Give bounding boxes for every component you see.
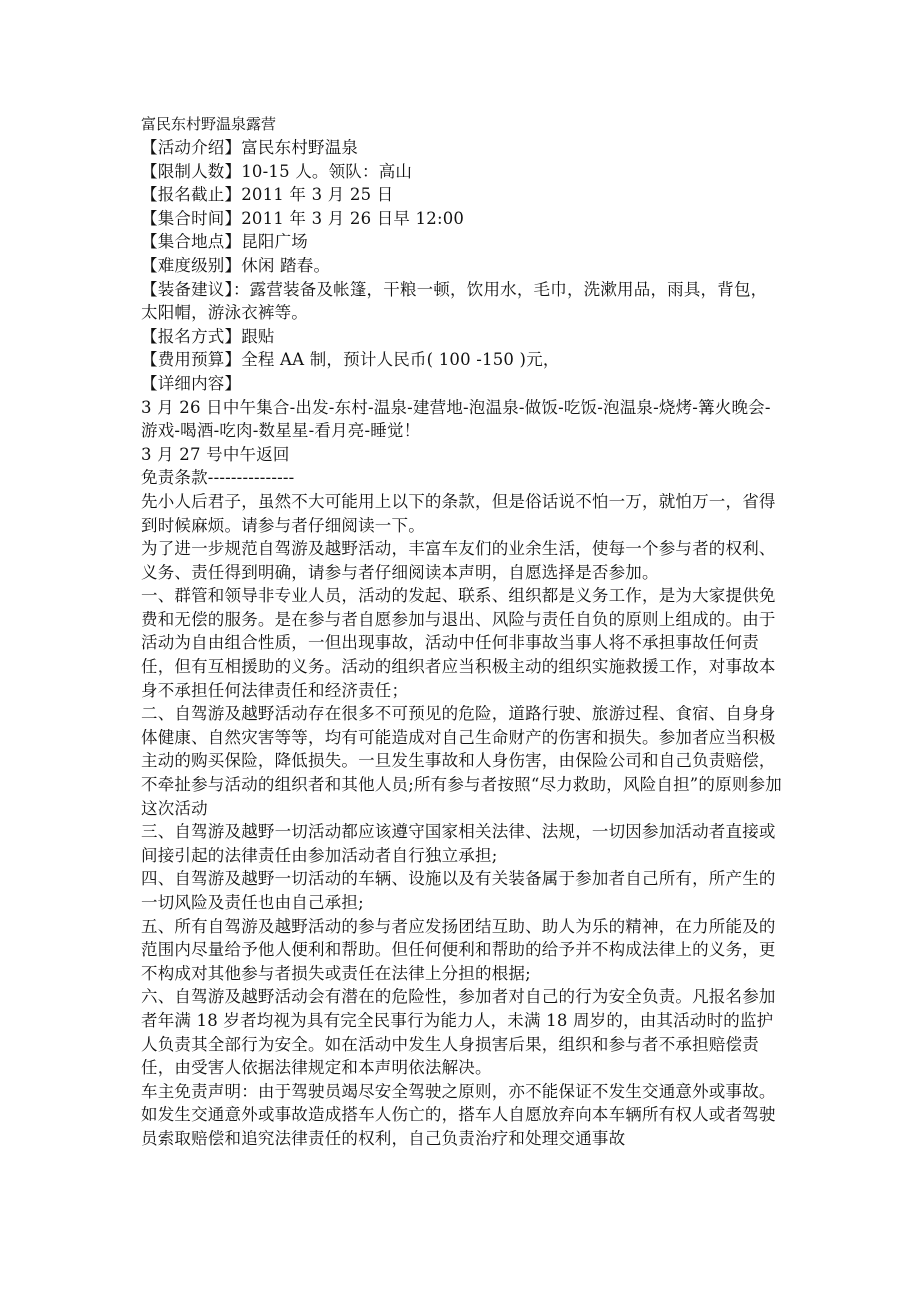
info-line-difficulty: 【难度级别】休闲 踏春。 <box>141 255 331 275</box>
disclaimer-paragraph: 为了进一步规范自驾游及越野活动，丰富车友们的业余生活，使每一个参与者的权利、义务、责任得到明确，请参与者仔细阅读本声明，自愿选择是否参加。 <box>141 539 776 582</box>
disclaimer-paragraph: 四、自驾游及越野一切活动的车辆、设施以及有关装备属于参加者自己所有，所产生的一切风险及责任也由自己承担; <box>141 869 776 912</box>
disclaimer-paragraph: 五、所有自驾游及越野活动的参与者应发扬团结互助、助人为乐的精神，在力所能及的范围内尽量给予他人便利和帮助。但任何便利和帮助的给予并不构成法律上的义务，更不构成对其他参与者损失或责任在法律上分担的根据; <box>141 916 776 983</box>
disclaimer-paragraph: 二、自驾游及越野活动存在很多不可预见的危险，道路行驶、旅游过程、食宿、自身身体健康、自然灾害等等，均有可能造成对自己生命财产的伤害和损失。参加者应当积极主动的购买保险，降低损失。一旦发生事故和人身伤害，由保险公司和自己负责赔偿，不牵扯参与活动的组织者和其他人员;所有参与者按照“尽力救助，风险自担”的原则参加这次活动 <box>141 704 782 818</box>
info-line-equipment: 【装备建议】：露营装备及帐篷，干粮一顿，饮用水，毛巾，洗漱用品，雨具，背包，太阳帽，游泳衣裤等。 <box>141 279 768 323</box>
disclaimer-paragraph: 先小人后君子，虽然不大可能用上以下的条款，但是俗话说不怕一万，就怕万一，省得到时候麻烦。请参与者仔细阅读一下。 <box>141 491 776 535</box>
document-title: 富民东村野温泉露营 <box>141 115 277 133</box>
info-line-meeting-place: 【集合地点】昆阳广场 <box>141 232 308 252</box>
disclaimer-section <box>141 490 783 1151</box>
disclaimer-paragraph: 六、自驾游及越野活动会有潜在的危险性，参加者对自己的行为安全负责。凡报名参加者年满 18 岁者均视为具有完全民事行为能力人，未满 18 周岁的，由其活动时的监护人负责其全部行为安全。如在活动中发生人身损害后果，组织和参与者不承担赔偿责任，由受害人依据法律规定和本声明依法解决。 <box>141 987 776 1078</box>
activity-info-section <box>141 136 783 490</box>
info-line-itinerary: 3 月 26 日中午集合-出发-东村-温泉-建营地-泡温泉-做饭-吃饭-泡温泉-烧烤-篝火晚会-游戏-喝酒-吃肉-数星星-看月亮-睡觉！ <box>141 397 771 441</box>
info-line-signup: 【报名方式】跟贴 <box>141 326 275 346</box>
info-line-deadline: 【报名截止】2011 年 3 月 25 日 <box>141 185 394 205</box>
disclaimer-paragraph: 三、自驾游及越野一切活动都应该遵守国家相关法律、法规，一切因参加活动者直接或间接引起的法律责任由参加活动者自行独立承担; <box>141 822 776 865</box>
info-line-details-heading: 【详细内容】 <box>141 373 242 393</box>
info-line-meeting-time: 【集合时间】2011 年 3 月 26 日早 12:00 <box>141 208 465 228</box>
info-line-budget: 【费用预算】全程 AA 制，预计人民币( 100 -150 )元， <box>141 350 560 370</box>
info-line-intro: 【活动介绍】富民东村野温泉 <box>141 138 359 157</box>
disclaimer-paragraph: 一、群管和领导非专业人员，活动的发起、联系、组织都是义务工作，是为大家提供免费和无偿的服务。是在参与者自愿参加与退出、风险与责任自负的原则上组成的。由于活动为自由组合性质，一但出现事故，活动中任何非事故当事人将不承担事故任何责任，但有互相援助的义务。活动的组织者应当积极主动的组织实施救援工作，对事故本身不承担任何法律责任和经济责任； <box>141 586 776 700</box>
info-line-limit: 【限制人数】10-15 人。领队：高山 <box>141 161 413 181</box>
info-line-return: 3 月 27 号中午返回 <box>141 444 290 464</box>
info-line-disclaimer-heading: 免责条款--------------- <box>141 468 295 488</box>
document-page <box>141 112 783 1151</box>
disclaimer-paragraph: 车主免责声明：由于驾驶员竭尽安全驾驶之原则，亦不能保证不发生交通意外或事故。如发生交通意外或事故造成搭车人伤亡的，搭车人自愿放弃向本车辆所有权人或者驾驶员索取赔偿和追究法律责任的权利，自己负责治疗和处理交通事故 <box>141 1081 776 1148</box>
